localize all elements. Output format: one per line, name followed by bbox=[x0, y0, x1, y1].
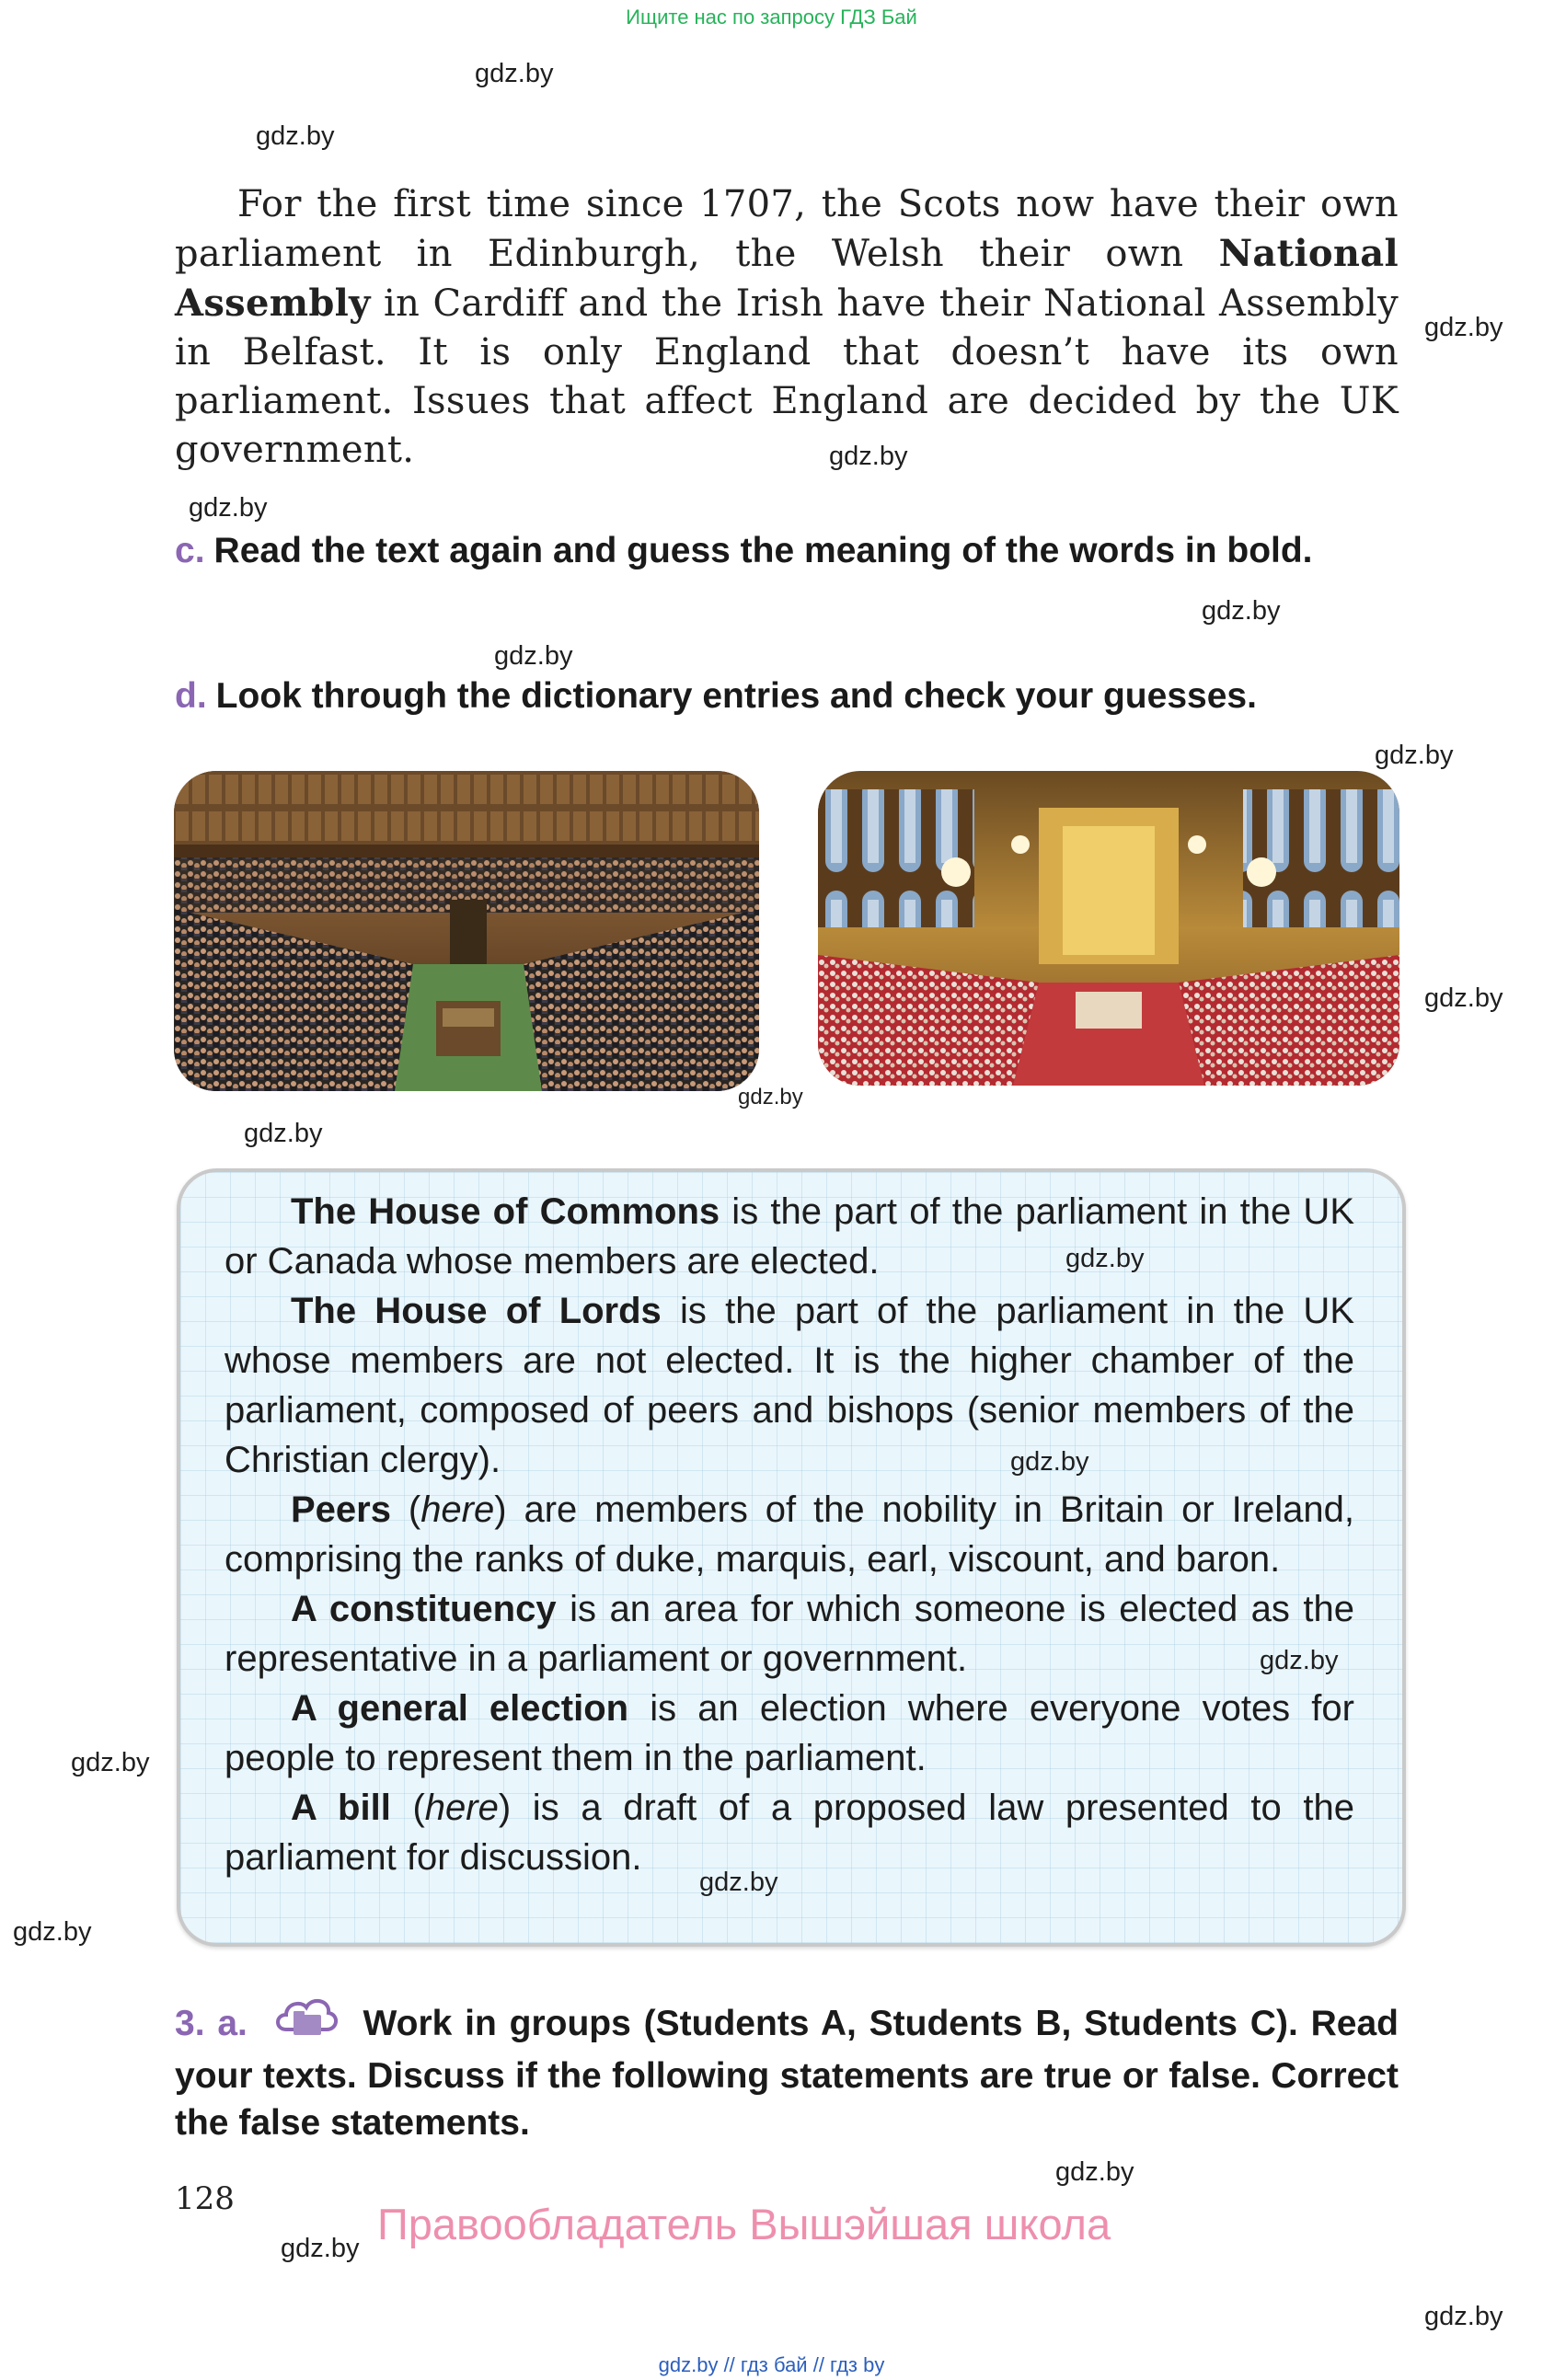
cloud-folder-icon bbox=[273, 1993, 340, 2052]
dictionary-entries bbox=[225, 1187, 1354, 1882]
watermark: gdz.by bbox=[1424, 313, 1503, 342]
house-of-commons-photo bbox=[174, 771, 759, 1091]
task-d bbox=[175, 673, 1399, 719]
watermark: gdz.by bbox=[1055, 2157, 1134, 2187]
definition-term: A bill bbox=[291, 1788, 391, 1828]
watermark: gdz.by bbox=[738, 1085, 803, 1110]
task-number: 3. a. bbox=[175, 2004, 248, 2043]
definition-term: The House of Commons bbox=[291, 1191, 720, 1232]
watermark: gdz.by bbox=[256, 121, 335, 151]
definition-text: is the part of the parliament in the UK or Canada whose members are elected. bbox=[225, 1191, 1354, 1282]
watermark: gdz.by bbox=[244, 1119, 323, 1148]
watermark: gdz.by bbox=[829, 442, 908, 471]
definition-term: The House of Lords bbox=[291, 1291, 662, 1331]
definition-entry bbox=[225, 1187, 1354, 1286]
definition-entry bbox=[225, 1584, 1354, 1684]
watermark: gdz.by bbox=[189, 493, 268, 523]
definition-entry: A bill (here) is a draft of a proposed law presented to the parliament for discussion. bbox=[225, 1788, 1354, 1878]
watermark: gdz.by bbox=[1424, 983, 1503, 1013]
definition-note: here bbox=[424, 1788, 499, 1828]
watermark: gdz.by bbox=[1424, 2302, 1503, 2331]
watermark: gdz.by bbox=[71, 1748, 150, 1777]
definition-text: are members of the nobility in Britain or Ireland, comprising the ranks of duke, marquis, earl, viscount, and baron. bbox=[225, 1489, 1354, 1580]
watermark: gdz.by bbox=[13, 1917, 92, 1947]
watermark: gdz.by bbox=[281, 2234, 360, 2263]
watermark: gdz.by bbox=[699, 1868, 778, 1897]
paragraph-text-1: For the first time since 1707, the Scots now have their own parliament in Edinburgh, the Welsh their own bbox=[175, 183, 1399, 275]
task-letter: d. bbox=[175, 676, 207, 716]
watermark: gdz.by bbox=[1202, 596, 1281, 626]
task-letter: c. bbox=[175, 531, 205, 570]
bold-term: National Assembly bbox=[175, 232, 1399, 325]
definition-term: A constituency bbox=[291, 1589, 557, 1629]
watermark: gdz.by bbox=[494, 641, 573, 671]
watermark: gdz.by bbox=[475, 59, 554, 88]
house-of-lords-photo bbox=[818, 771, 1399, 1086]
definition-text: is an area for which someone is elected as the representative in a parliament or government. bbox=[225, 1589, 1355, 1679]
definition-entry bbox=[225, 1286, 1354, 1485]
paragraph-text-2: in Cardiff and the Irish have their National Assembly in Belfast. It is only England that doesn’t have its own parliament. Issues that affect England are decided by the UK government. bbox=[175, 282, 1399, 471]
definition-entry bbox=[225, 1684, 1354, 1783]
task-c bbox=[175, 528, 1399, 574]
definition-entry: Peers (here) are members of the nobility in Britain or Ireland, comprising the ranks of duke, marquis, earl, viscount, and baron. bbox=[225, 1489, 1354, 1580]
watermark: gdz.by bbox=[1260, 1646, 1339, 1675]
definition-text: is an election where everyone votes for people to represent them in the parliament. bbox=[225, 1688, 1354, 1778]
footer-links[interactable]: gdz.by // гдз бай // гдз by bbox=[658, 2353, 885, 2376]
top-note[interactable]: Ищите нас по запросу ГДЗ Бай bbox=[626, 6, 917, 29]
task-text: Work in groups (Students A, Students B, Students C). Read your texts. Discuss if the following statements are true or false. Correct the false statements. bbox=[175, 2004, 1399, 2143]
definition-text: is the part of the parliament in the UK whose members are not elected. It is the higher chamber of the parliament, composed of peers and bishops (senior members of the Christian clergy). bbox=[225, 1291, 1354, 1480]
watermark: gdz.by bbox=[1065, 1244, 1145, 1273]
page-number: 128 bbox=[175, 2180, 235, 2217]
watermark: gdz.by bbox=[1375, 741, 1454, 770]
task-text: Read the text again and guess the meaning of the words in bold. bbox=[213, 531, 1313, 570]
intro-paragraph bbox=[175, 180, 1399, 475]
task-text: Look through the dictionary entries and check your guesses. bbox=[215, 676, 1257, 716]
definition-text: is a draft of a proposed law presented to the parliament for discussion. bbox=[225, 1788, 1354, 1878]
rights-holder: Правообладатель Вышэйшая школа bbox=[377, 2200, 1111, 2248]
definition-term: Peers bbox=[291, 1489, 391, 1530]
definition-term: A general election bbox=[291, 1688, 629, 1729]
task-3a bbox=[175, 1993, 1399, 2146]
watermark: gdz.by bbox=[1010, 1447, 1089, 1477]
definition-note: here bbox=[420, 1489, 495, 1530]
